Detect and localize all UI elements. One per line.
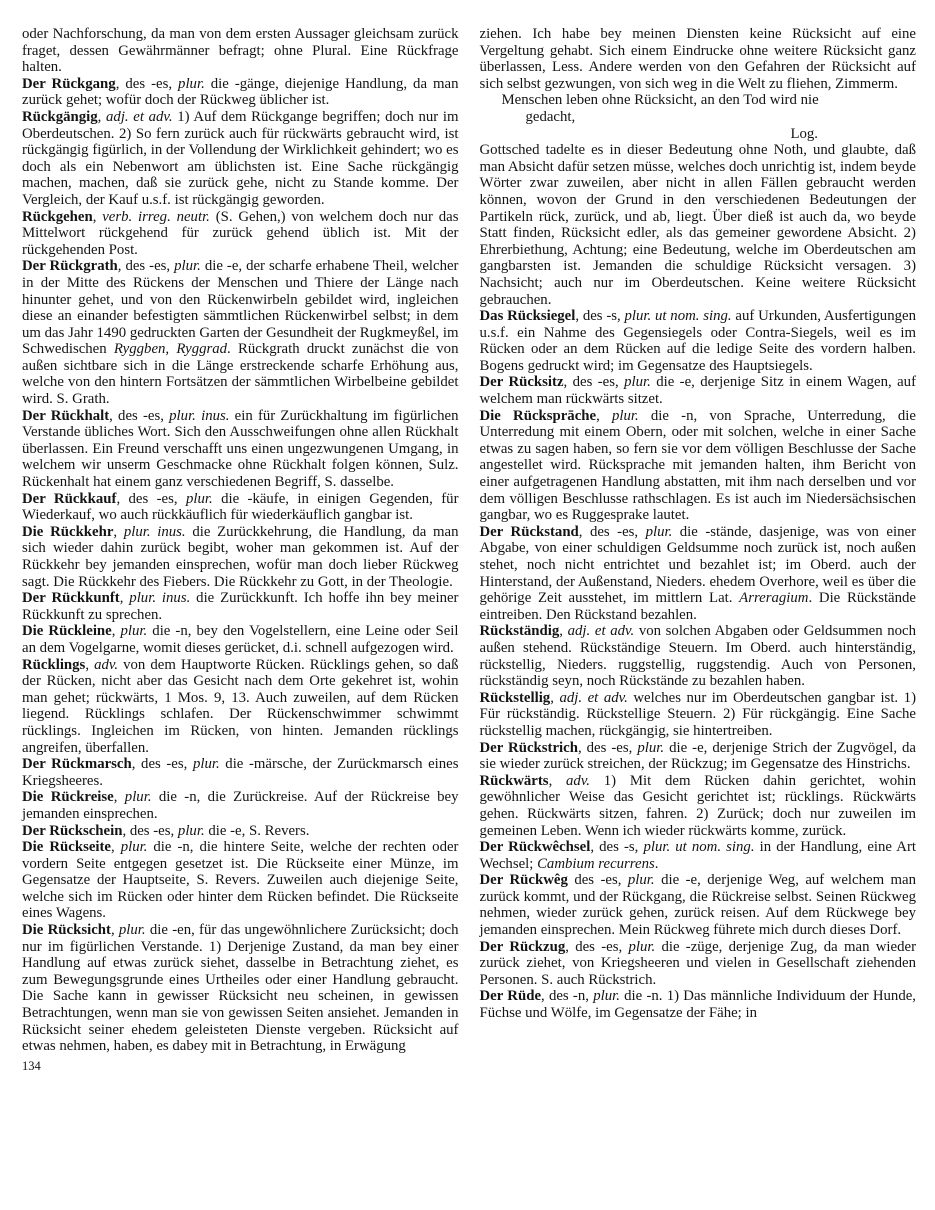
headword: Das Rücksiegel [479, 308, 576, 325]
entry-text: Menschen leben ohne Rücksicht, an den Tod wird nie [501, 92, 819, 109]
attribution-paragraph [480, 126, 917, 143]
entry-text: die -märsche, der Zurückmarsch eines Kriegsheeres. [22, 756, 459, 789]
grammar-label: adv. [566, 772, 590, 789]
entry-text: die -e, derjenige Sitz in einem Wagen, auf welchem man rückwärts sitzet. [479, 374, 916, 408]
dictionary-entry [480, 773, 917, 839]
entry-text: , des -es, [578, 523, 646, 540]
entry-text: die -n, bey den Vogelstellern, eine Leine oder Seil an dem Vogelgarne, womit dieses gerücket, d.i. schnell aufgezogen wird. [22, 623, 459, 656]
entry-text: , [85, 656, 95, 673]
dictionary-entry [22, 209, 459, 259]
headword: Rückstellig [479, 689, 551, 706]
entry-text: welches nur im Oberdeutschen gangbar ist. 1) Für rückständig. Rückstellige Steuern. 2) Für rückgängig. Eine Sache rückstellig machen, rückgängig, sie hintertreiben. [479, 689, 916, 739]
grammar-label: Arreragium [739, 590, 809, 607]
dictionary-entry [480, 872, 917, 938]
headword: Rückgehen [22, 208, 93, 225]
headword: Die Rücksprāche [479, 407, 597, 424]
dictionary-entry [22, 789, 459, 822]
entry-text: , [550, 689, 560, 706]
entry-text: die -n, von Sprache, Unterredung, die Unterredung mit einem Obern, oder mit solchen, welche in einer Sache etwas zu sagen haben, so fern sie vor dem völligen Beschlusse der Sache angestellet wird. Rücksprache mit jemanden halten, ihm Bericht von einer aufgetragenen Handlung abstatten, mit ihm nach derselben und vor dem völligen Beschlusse rathschlagen. Es ist auch im Niedersächsischen gangbar, wo es Ruggesprake lautet. [479, 407, 916, 524]
headword: Rücklings [22, 656, 86, 673]
dictionary-entry [22, 408, 459, 491]
entry-text: von solchen Abgaben oder Geldsummen noch außen stehend. Rückständige Steuern. Im Oberd. auch hinterständig, rückstellig, Nieders. ruggstellig, ruggstendig. Auch von Personen, rückständig seyn, noch Rückstände zu bezahlen haben. [479, 623, 916, 690]
column-right [480, 26, 917, 1055]
dictionary-entry [22, 756, 459, 789]
entry-text: (S. Gehen,) von welchem doch nur das Mittelwort rückgehend für zurück gehend üblich ist. Mit der rückgehenden Post. [22, 208, 459, 258]
entry-text: . Rückgrath druckt zunächst die von außen sichtbare sich in die Länge erstreckende scharfe Erhöhung aus, welche von den hintern Fortsätzen der sämmtlichen Wirbelbeine gebildet wird. S. Grath. [22, 341, 459, 408]
entry-text: gedacht, [525, 108, 576, 125]
entry-text: die -käufe, in einigen Gegenden, für Wiederkauf, wo auch rückkäuflich für wiederkäuflich gangbar ist. [22, 490, 459, 524]
dictionary-entry [480, 374, 917, 407]
grammar-label: plur. ut nom. sing. [624, 308, 732, 325]
headword: Der Rückwêchsel [479, 839, 591, 856]
grammar-label: plur. inus. [169, 407, 230, 424]
grammar-label: plur. ut nom. sing. [643, 839, 755, 856]
grammar-label: adj. et adv. [567, 623, 635, 640]
entry-text: die -stände, dasjenige, was von einer Abgabe, von einer schuldigen Geldsumme noch zurück ist, noch außen stehet, noch nicht entrichtet und bezahlet ist; im Oberd. auch der Hinterstand, der Außenstand, Nieders. ehedem Overhore, weil es über die gehörige Zeit ausstehet, im mittlern Lat. [479, 523, 916, 607]
entry-text: , [548, 772, 567, 789]
entry-text: die -züge, derjenige Zug, da man wieder zurück ziehet, von Kriegsheeren und vielen in Gesellschaft ziehenden Personen. S. auch Rückstrich. [479, 938, 916, 988]
dictionary-entry [22, 491, 459, 524]
entry-text: , [111, 623, 121, 640]
entry-text: , [596, 407, 612, 424]
grammar-label: plur. [637, 739, 665, 756]
entry-text: , des -es, [122, 822, 178, 839]
dictionary-entry [22, 590, 459, 623]
entry-text: die -n, die Zurückreise. Auf der Rückreise bey jemanden einsprechen. [22, 789, 459, 822]
entry-text: von dem Hauptworte Rücken. Rücklings gehen, so daß der Rücken, nicht aber das Gesicht nach dem Orte gekehret ist, wohin man gehet; rückwärts, 1 Mos. 9, 13. Auch zuweilen, auf dem Rücken liegend. Rücklings schlafen. Der Rückenschwimmer schwimmt rücklings. Ingleichen im Rücken, von hinten. Jemanden rücklings angreifen, überfallen. [22, 656, 459, 756]
dictionary-entry [480, 524, 917, 624]
page-number: 134 [22, 1058, 41, 1073]
grammar-label: plur. [124, 789, 152, 806]
grammar-label: plur. [120, 839, 148, 856]
grammar-label: plur. [624, 374, 651, 391]
headword: Der Rückmarsch [22, 756, 132, 773]
grammar-label: verb. irreg. neutr. [102, 208, 210, 225]
entry-text: des -es, [567, 872, 628, 889]
entry-text: , [113, 789, 125, 806]
dictionary-entry [480, 839, 917, 872]
entry-text: , [119, 590, 130, 607]
headword: Der Rückwêg [479, 872, 568, 889]
grammar-label: adj. et adv. [559, 689, 628, 706]
entry-text: die -e, derjenige Strich der Zugvögel, da sie wieder zurück streichen, der Rückzug; im Gegensatze des Hinstrichs. [479, 739, 916, 773]
entry-text: , [97, 108, 107, 125]
dictionary-entry [22, 823, 459, 840]
entry-text: auf Urkunden, Ausfertigungen u.s.f. ein Nahme des Gegensiegels oder Contra-Siegels, weil es im Rücken oder an dem Rücken auf die ledige Seite des vordern halben. Bogens gedruckt wird; im Gegensatze des Hauptsiegels. [479, 308, 916, 374]
grammar-label: plur. [645, 523, 673, 540]
dictionary-entry [480, 623, 917, 689]
grammar-label: Cambium recurrens [537, 855, 655, 872]
dictionary-entry [22, 258, 459, 407]
entry-text: . [654, 855, 659, 872]
headword: Die Rückkehr [22, 523, 114, 540]
headword: Der Rüde [479, 988, 542, 1005]
headword: Die Rücksicht [22, 922, 111, 939]
grammar-label: plur. [174, 258, 201, 275]
entry-text: die -n, die hintere Seite, welche der rechten oder vordern Seite entgegen gesetzet ist. Die Rückseite einer Münze, im Gegensatze der Hauptseite, S. Revers. Zuweilen auch diejenige Seite, welche sich im Rücken oder hinter dem Rücken befindet. Die Rückseite eines Wagens. [22, 839, 459, 922]
grammar-label: plur. inus. [129, 590, 191, 607]
entry-text: die Zurückkunft. Ich hoffe ihn bey meiner Rückkunft zu sprechen. [22, 590, 459, 623]
entry-text: 1) Mit dem Rücken dahin gerichtet, wohin gewöhnlicher Weise das Gesicht gerichtet ist; rücklings. Rückwärts gehen. Rückwärts sitzen, fahren. 2) Zurück; doch nur zuweilen im gemeinen Leben. Wenn ich wieder rückwärts komme, zurück. [479, 772, 916, 839]
headword: Die Rückreise [22, 789, 114, 806]
entry-text: , [559, 623, 568, 640]
entry-text: , [113, 523, 124, 540]
entry-text: . Die Rückstände eintreiben. Den Rückstand bezahlen. [479, 590, 916, 623]
text-columns [22, 26, 916, 1055]
dictionary-entry [22, 109, 459, 209]
headword: Der Rücksitz [479, 374, 564, 391]
continuation-paragraph [22, 26, 459, 76]
headword: Der Rückgang [22, 75, 116, 92]
dictionary-entry [480, 308, 917, 374]
dictionary-entry [480, 939, 917, 989]
entry-text: die Zurückkehrung, die Handlung, da man sich wieder dahin zurück begibt, woher man gekommen ist. Auf der Rückkehr bey jemanden einsprechen, wofür man doch lieber Rückweg sagt. Die Rückkehr des Fiebers. Die Rückkehr zu Gott, in der Theologie. [22, 523, 459, 590]
entry-text: die -e, S. Revers. [204, 822, 310, 839]
entry-text: , des -es, [565, 938, 629, 955]
entry-text: die -gänge, diejenige Handlung, da man zurück gehet; wofür doch der Rückweg üblicher ist. [22, 75, 459, 109]
grammar-label: plur. [611, 407, 639, 424]
entry-text: , des -es, [131, 756, 193, 773]
entry-text: , [111, 839, 121, 856]
headword: Rückwärts [479, 772, 549, 789]
headword: Der Rückkunft [22, 590, 120, 607]
verse-paragraph [480, 92, 917, 109]
entry-text: , [110, 922, 119, 939]
dictionary-entry [480, 740, 917, 773]
entry-text: ziehen. Ich habe bey meinen Diensten keine Rücksicht auf eine Vergeltung gehabt. Sich einem Eindrucke ohne weitere Rücksicht ganz überlassen, Less. Andere werden von den Gefahren der Rücksicht auf sich selbst gezwungen, von sich weg in die Welt zu fliehen, Zimmerm. [479, 26, 916, 92]
headword: Der Rückstrich [479, 739, 578, 756]
headword: Der Rückgrath [22, 258, 118, 275]
headword: Rückständig [479, 623, 560, 640]
entry-text: , des -s, [590, 839, 644, 856]
dictionary-entry [480, 408, 917, 524]
grammar-label: plur. [628, 938, 656, 955]
entry-text: , des -es, [577, 739, 638, 756]
entry-text: 1) Auf dem Rückgange begriffen; doch nur im Oberdeutschen. 2) So fern zurück auch für rückwärts gebraucht wird, ist rückgängig figürlich, in der Vollendung der Wirklichkeit gehindert; wo es doch als ein Nebenwort am üblichsten ist. Eine Sache rückgängig machen, machen, daß sie zurück gehe, nicht zu Stande komme. Der Vergleich, der Kauf u.s.f. ist rückgängig geworden. [22, 108, 459, 208]
grammar-label: adv. [94, 656, 119, 673]
grammar-label: plur. [192, 756, 220, 773]
headword: Der Rückhalt [22, 407, 110, 424]
entry-text: die -e, derjenige Weg, auf welchem man zurück kommt, und der Rückgang, die Rückreise selbst. Seinen Rückweg nehmen, wieder zurück gehen, zurück reisen. Auf dem Rückwege bey jemanden einsprechen. Mein Rückweg führete mich durch dieses Dorf. [479, 872, 917, 939]
column-left [22, 26, 459, 1055]
entry-text: , des -es, [115, 75, 179, 92]
grammar-label: plur. [120, 623, 148, 640]
continuation-paragraph [480, 142, 917, 308]
dictionary-entry [22, 76, 459, 109]
continuation-paragraph [480, 26, 917, 92]
entry-text: , des -es, [116, 490, 186, 507]
headword: Die Rückleine [22, 623, 112, 640]
entry-text: , des -es, [563, 374, 625, 391]
dictionary-entry [22, 839, 459, 922]
entry-text: , [92, 208, 103, 225]
headword: Rückgängig [22, 108, 98, 125]
headword: Der Rückzug [479, 938, 566, 955]
grammar-label: plur. inus. [123, 523, 186, 540]
grammar-label: adj. et adv. [106, 108, 173, 125]
entry-text: in der Handlung, eine Art Wechsel; [479, 839, 916, 872]
grammar-label: plur. [118, 922, 146, 939]
entry-text: , des -es, [109, 407, 170, 424]
dictionary-entry [480, 690, 917, 740]
dictionary-entry [480, 988, 917, 1021]
entry-text: Log. [790, 125, 818, 142]
entry-text: oder Nachforschung, da man von dem ersten Aussager gleichsam zurück fraget, dessen Gewährmänner befragt; ohne Plural. Eine Rückfrage halten. [22, 26, 459, 76]
dictionary-entry [22, 657, 459, 757]
entry-text: , des -n, [541, 988, 594, 1005]
entry-text: ein für Zurückhaltung im figürlichen Verstande übliches Wort. Sich den Ausschweifungen ohne allen Rückhalt überlassen. Ein Freund verschafft uns einen ungezwungenen Umgang, in welchem wir unserm Geschmacke ohne Rückhalt folgen können, Sulz. Rückenhalt hat einem ganz verschiedenen Begriff, S. dasselbe. [22, 407, 459, 491]
grammar-label: plur. [593, 988, 620, 1005]
grammar-label: plur. [178, 75, 205, 92]
verse2-paragraph [480, 109, 917, 126]
entry-text: die -n. 1) Das männliche Individuum der Hunde, Füchse und Wölfe, im Gegensatze der Fähe; in [479, 988, 916, 1022]
entry-text: die -e, der scharfe erhabene Theil, welcher in der Mitte des Rückens der Menschen und Thiere der Länge nach hinunter gehet, und von den Rückenwirbeln gebildet wird, ingleichen diese an einander befestigten sämmtlichen Rückenwirbel selbst; in dem um das Jahr 1490 gedruckten Garten der Gesundheit der Rugkmeyßel, im Schwedischen [22, 258, 459, 358]
grammar-label: plur. [185, 490, 213, 507]
dictionary-entry [22, 524, 459, 590]
grammar-label: plur. [627, 872, 655, 889]
headword: Der Rückkauf [22, 490, 117, 507]
grammar-label: Ryggben, Ryggrad [113, 341, 228, 358]
dictionary-entry [22, 922, 459, 1055]
entry-text: , des -es, [117, 258, 175, 275]
entry-text: , des -s, [575, 308, 625, 325]
dictionary-entry [22, 623, 459, 656]
entry-text: die -en, für das ungewöhnlichere Zurücksicht; doch nur im figürlichen Verstande. 1) Derjenige Zustand, da man bey einer Handlung auf etwas zurück siehet, dasselbe in Betrachtung ziehet, es zum Bewegungsgrunde eines Urtheiles oder einer Handlung gebraucht. Die Sache kann in gewisser Rücksicht neu scheinen, in gewissen Betrachtungen, wenn man sie von gewissen Seiten ansiehet. Jemanden in Rücksicht seiner ehedem geleisteten Dienste vergeben. Rücksicht auf etwas nehmen, haben, es dabey mit in Betrachtung, in Erwägung [22, 922, 459, 1055]
grammar-label: plur. [177, 822, 205, 839]
entry-text: Gottsched tadelte es in dieser Bedeutung ohne Noth, und glaubte, daß man Absicht dafür setzen müsse, welches doch unrichtig ist, indem beyde Wörter zwar zuweilen, aber nicht in allen Fällen gebraucht werden können, wovon der Grund in den verschiedenen Bedeutungen der Partikeln rück, zurück, und ab, liegt. Über dieß ist auch da, wo beyde Statt finden, Rücksicht edler, als das gemeiner gewordene Absicht. 2) Ehrerbiethung, Achtung; eine Bedeutung, welche im Oberdeutschen am gangbarsten ist. Jemanden die schuldige Rücksicht versagen. 3) Nachsicht; auch nur im Oberdeutschen. Keine weitere Rücksicht gebrauchen. [479, 142, 916, 308]
headword: Die Rückseite [22, 839, 111, 856]
headword: Der Rückstand [479, 523, 579, 540]
headword: Der Rückschein [22, 822, 123, 839]
